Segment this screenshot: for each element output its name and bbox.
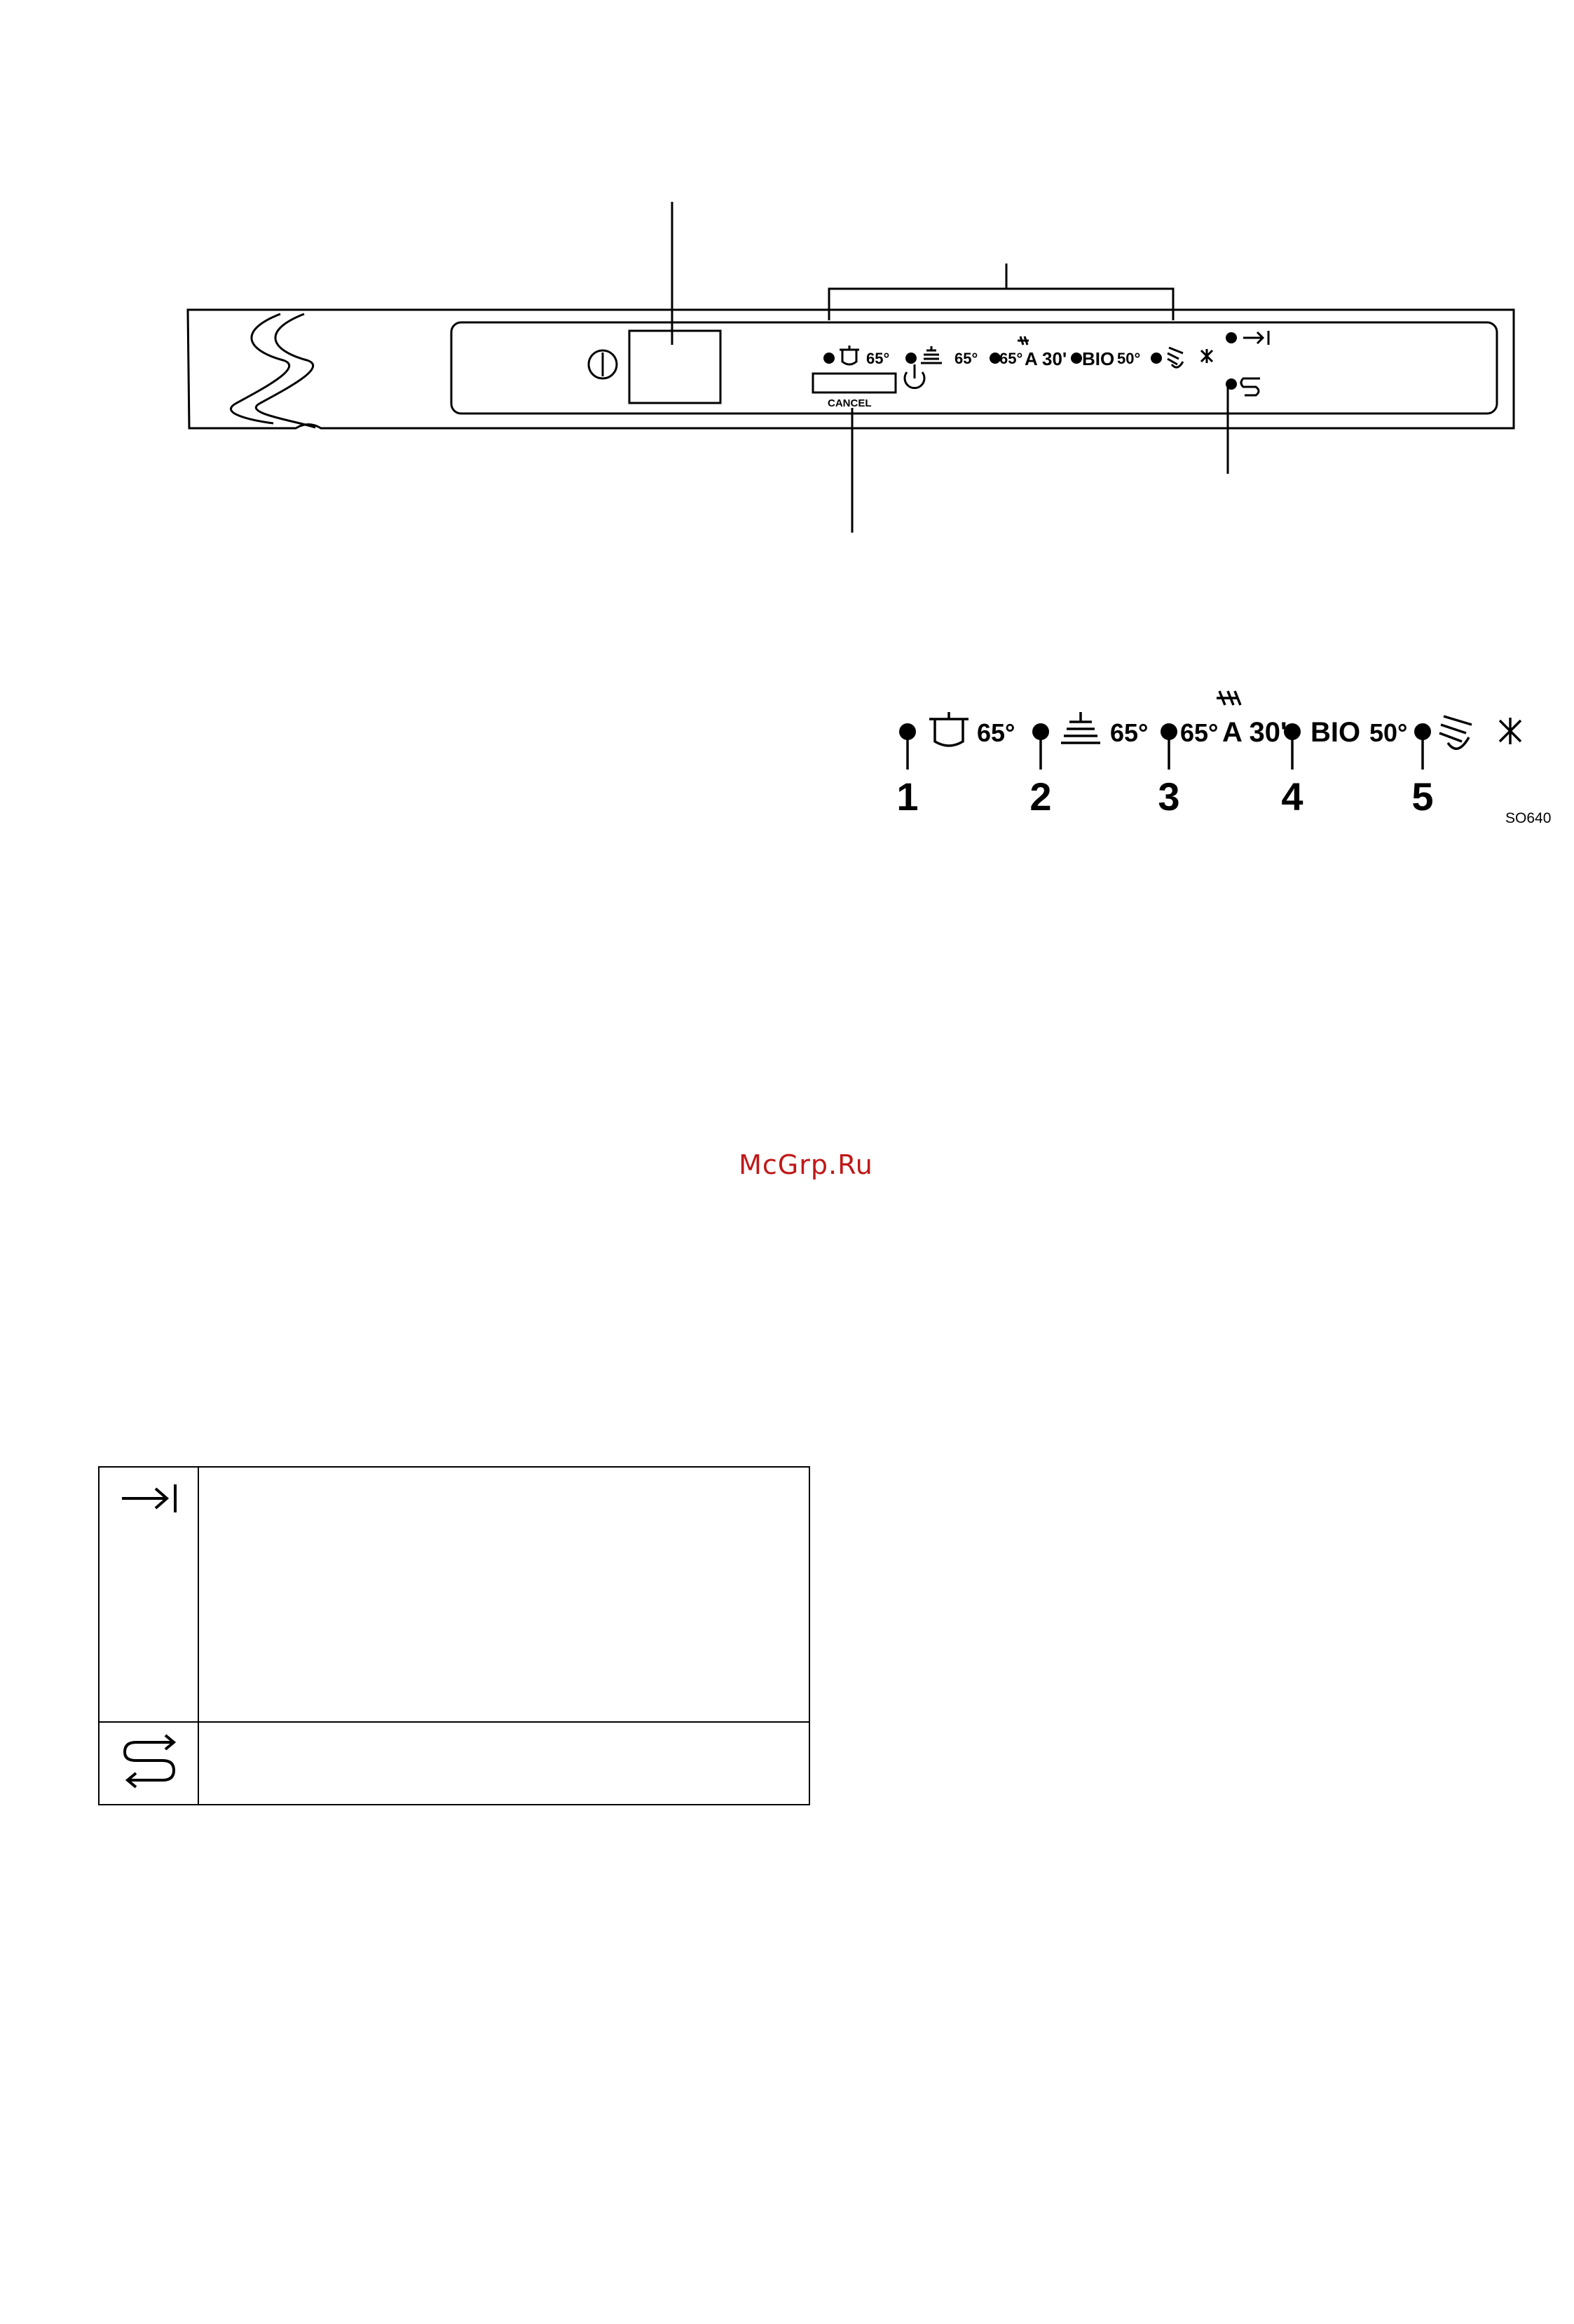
panel-temp-2: 65° — [954, 350, 978, 367]
restart-icon — [100, 1723, 199, 1800]
display-window — [629, 331, 720, 403]
legend-row — [100, 1723, 809, 1804]
strip-bio: BIO — [1310, 717, 1361, 748]
strip-led-3 — [1161, 723, 1177, 740]
legend-icon-cell — [100, 1468, 199, 1721]
dishwasher-control-panel-diagram — [0, 0, 1574, 911]
strip-led-1 — [899, 723, 916, 740]
programme-number-2: 2 — [1029, 774, 1052, 819]
strip-temp-2: 65° — [1110, 718, 1149, 747]
star-icon — [1500, 718, 1521, 744]
programme-number-4: 4 — [1281, 774, 1303, 819]
panel-temp-1: 65° — [866, 350, 890, 367]
strip-a30: A 30' — [1222, 717, 1287, 748]
panel-bio: BIO — [1082, 348, 1115, 369]
pot-icon-small — [840, 346, 859, 364]
strip-temp-1: 65° — [977, 718, 1015, 747]
programme-number-1: 1 — [896, 774, 919, 819]
legend-row — [100, 1468, 809, 1723]
panel-outline — [188, 310, 1514, 428]
cancel-button — [813, 374, 896, 392]
stack-icon-small — [921, 346, 942, 363]
pot-icon — [929, 712, 969, 746]
delay-start-icon — [100, 1468, 199, 1524]
led-prog-2 — [905, 353, 917, 364]
legend-text-cell — [199, 1468, 809, 1721]
programme-number-5: 5 — [1411, 774, 1434, 819]
star-icon-small — [1201, 349, 1212, 363]
panel-temp-4: 50° — [1117, 350, 1141, 367]
led-prog-1 — [823, 353, 835, 364]
watermark: McGrp.Ru — [739, 1149, 873, 1180]
spray-icon-small — [1168, 348, 1183, 367]
inner-panel — [451, 322, 1497, 413]
led-delay — [1226, 332, 1237, 343]
break-line-1 — [231, 314, 289, 423]
strip-led-5 — [1414, 723, 1431, 740]
legend-icon-cell — [100, 1723, 199, 1804]
quick-icon-small — [1018, 336, 1029, 345]
spray-icon — [1439, 716, 1472, 749]
panel-a30: A 30' — [1025, 348, 1067, 369]
panel-temp-3: 65° — [999, 350, 1023, 367]
strip-temp-3: 65° — [1180, 718, 1219, 747]
restart-icon-small — [1241, 378, 1260, 395]
programme-number-3: 3 — [1158, 774, 1180, 819]
figure-code: SO640 — [1505, 810, 1552, 826]
quick-icon — [1217, 691, 1240, 705]
delay-arrow-icon-small — [1243, 331, 1268, 345]
legend-table — [98, 1466, 810, 1805]
led-prog-4 — [1071, 353, 1082, 364]
led-prog-5 — [1151, 353, 1162, 364]
strip-led-2 — [1032, 723, 1049, 740]
stack-icon — [1061, 712, 1100, 743]
legend-text-cell — [199, 1723, 809, 1804]
led-restart — [1226, 378, 1237, 390]
cancel-label: CANCEL — [828, 397, 872, 409]
bracket-programme-buttons — [829, 289, 1173, 320]
strip-temp-4: 50° — [1369, 718, 1408, 747]
